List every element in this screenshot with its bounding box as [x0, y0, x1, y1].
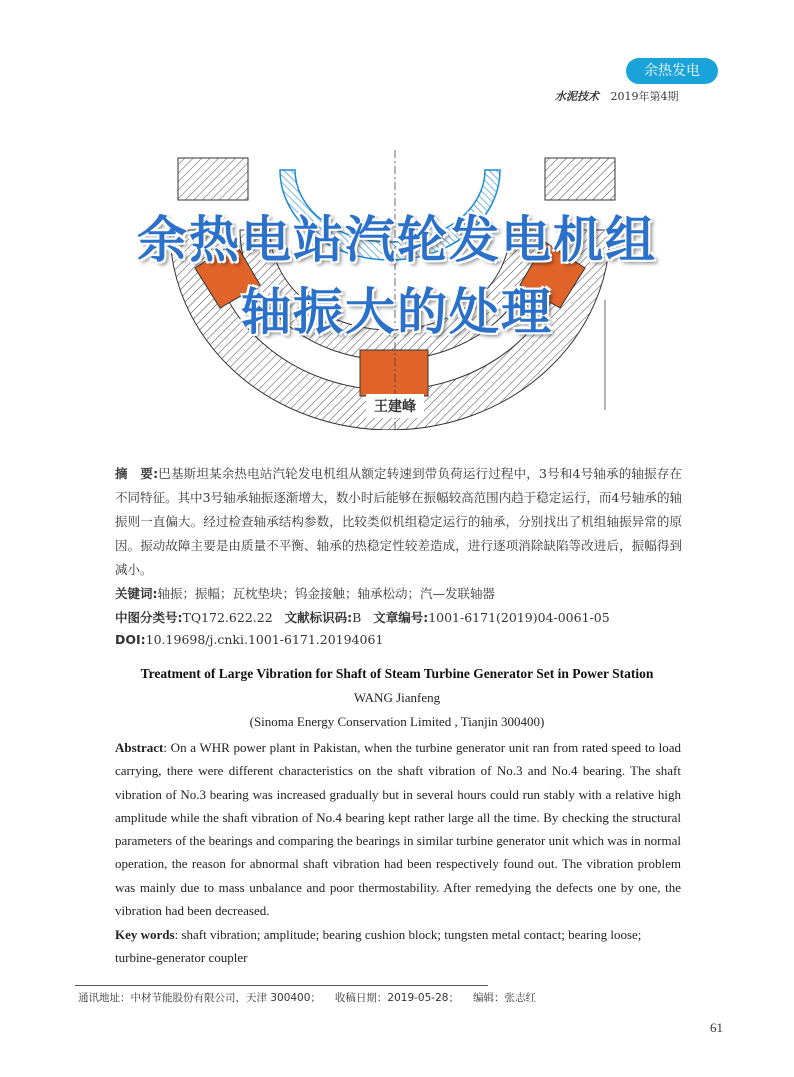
article-title-line2: 轴振大的处理 — [241, 283, 553, 341]
en-abstract-label: Abstract — [115, 740, 164, 755]
chinese-abstract — [115, 462, 682, 582]
footnote-address: 通讯地址：中材节能股份有限公司，天津 300400； — [78, 992, 321, 1004]
section-tag: 余热发电 — [626, 58, 718, 84]
journal-issue: 2019年第4期 — [610, 90, 679, 103]
english-title: Treatment of Large Vibration for Shaft of Steam Turbine Generator Set in Power Station — [140, 666, 654, 681]
en-abstract-text: : On a WHR power plant in Pakistan, when the turbine generator unit ran from rated speed to load carrying, there were different characteristics on the shaft vibration of No.3 and No.4 bearing. The shaft vibration of No.3 bearing was increased gradually but in several hours could run stably with a relative high amplitude while the shaft vibration of No.4 bearing kept rather large all the time. By checking the structural parameters of the bearings and comparing the bearings in similar turbine generator unit which was in normal operation, the reason for abnormal shaft vibration had been respectively found out. The vibration problem was mainly due to mass unbalance and poor thermostability. After remedying the defects one by one, the vibration had been decreased. — [115, 740, 681, 919]
article-no-value: 1001-6171(2019)04-0061-05 — [428, 610, 610, 625]
keywords-label: 关键词: — [115, 586, 158, 601]
english-affiliation: (Sinoma Energy Conservation Limited , Tianjin 300400) — [249, 714, 545, 729]
footnote-editor: 编辑：张志红 — [472, 992, 536, 1004]
footnote-received: 收稿日期：2019-05-28； — [334, 992, 459, 1004]
author-name: 王建峰 — [366, 394, 424, 418]
classification-value: TQ172.622.22 — [182, 610, 273, 625]
journal-name: 水泥技术 — [555, 90, 599, 103]
bottom-cushion-pad — [360, 350, 428, 396]
article-title-line1: 余热电站汽轮发电机组 — [137, 211, 657, 269]
classification-label: 中图分类号: — [115, 610, 183, 625]
cn-abstract-label: 摘 要: — [115, 466, 159, 481]
english-keywords — [115, 923, 681, 970]
footnote — [78, 990, 550, 1005]
top-left-block — [178, 158, 248, 200]
top-right-block — [545, 158, 615, 200]
journal-header — [555, 88, 679, 104]
page-number: 61 — [710, 1020, 723, 1035]
en-keywords-text: : shaft vibration; amplitude; bearing cushion block; tungsten metal contact; bearing loose; turbine-generator coupler — [115, 927, 642, 966]
english-author: WANG Jianfeng — [353, 690, 441, 705]
doi-label: DOI: — [115, 632, 146, 647]
doi-value: 10.19698/j.cnki.1001-6171.20194061 — [145, 632, 384, 647]
footnote-divider — [75, 985, 488, 986]
cn-abstract-text: 巴基斯坦某余热电站汽轮发电机组从额定转速到带负荷运行过程中，3号和4号轴承的轴振存在不同特征。其中3号轴承轴振逐渐增大，数小时后能够在振幅较高范围内趋于稳定运行，而4号轴承的轴振则一直偏大。经过检查轴承结构参数，比较类似机组稳定运行的轴承，分别找出了机组轴振异常的原因。振动故障主要是由质量不平衡、轴承的热稳定性较差造成，进行逐项消除缺陷等改进后，振幅得到减小。 — [115, 466, 682, 577]
doc-code-value: B — [352, 610, 362, 625]
doi-line — [115, 632, 715, 647]
keywords-text: 轴振；振幅；瓦枕垫块；钨金接触；轴承松动；汽—发联轴器 — [157, 586, 496, 601]
keywords-line — [115, 584, 715, 602]
english-abstract — [115, 736, 681, 922]
classification-line — [115, 608, 715, 626]
doc-code-label: 文献标识码: — [284, 610, 353, 625]
article-no-label: 文章编号: — [373, 610, 429, 625]
en-keywords-label: Key words — [115, 927, 175, 942]
